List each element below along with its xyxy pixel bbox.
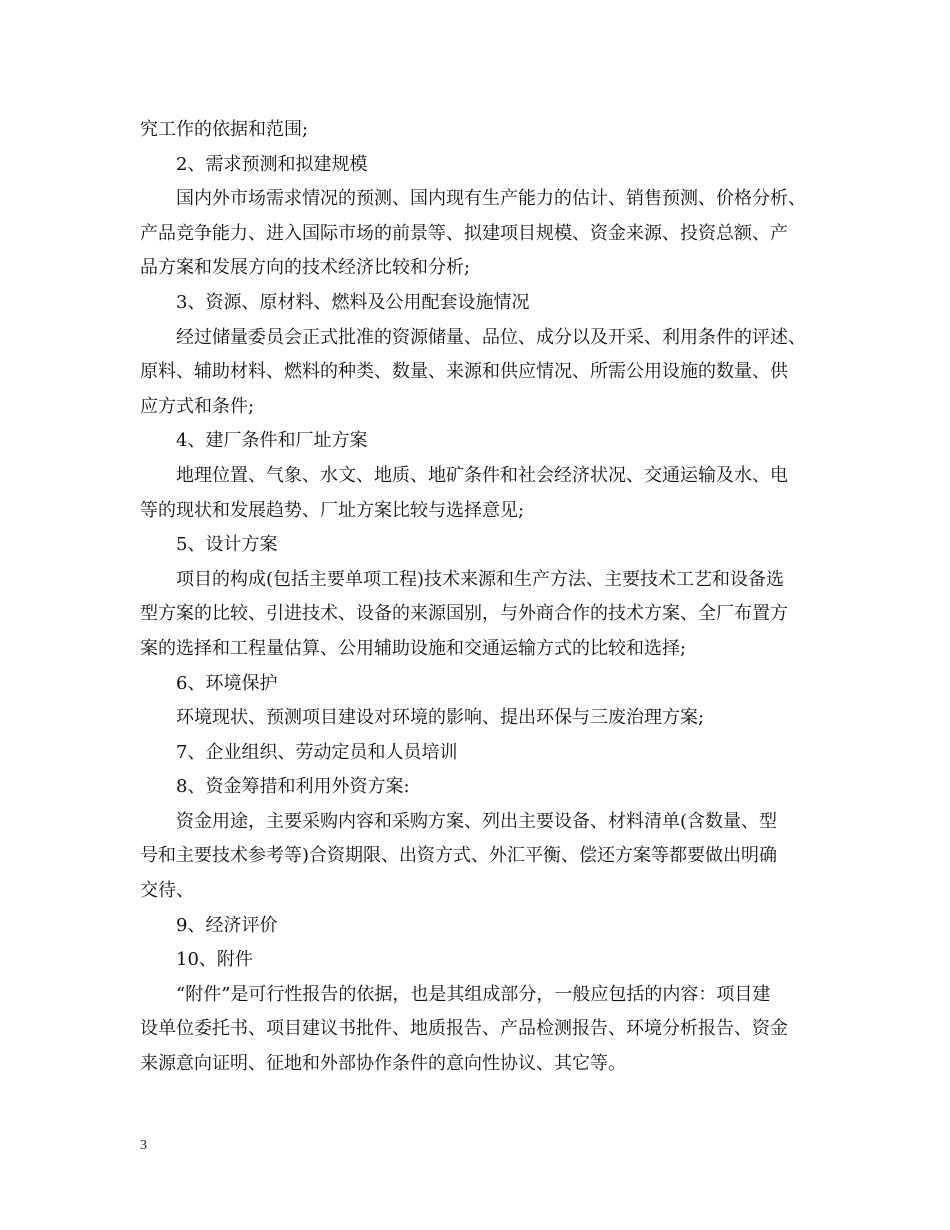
text-line: 4、建厂条件和厂址方案	[176, 430, 368, 452]
text-line: 交待、	[140, 880, 194, 902]
text-line: 究工作的依据和范围;	[140, 119, 309, 140]
text-line: 号和主要技术参考等)合资期限、出资方式、外汇平衡、偿还方案等都要做出明确	[140, 845, 778, 867]
text-line: 3、资源、原材料、燃料及公用配套设施情况	[176, 291, 530, 313]
text-line: 地理位置、气象、水文、地质、地矿条件和社会经济状况、交通运输及水、电	[176, 464, 788, 486]
text-line: 产品竞争能力、进入国际市场的前景等、拟建项目规模、资金来源、投资总额、产	[140, 222, 788, 244]
text-line: 6、环境保护	[176, 672, 278, 694]
text-line: 案的选择和工程量估算、公用辅助设施和交通运输方式的比较和选择;	[140, 637, 687, 659]
text-line: 7、企业组织、劳动定员和人员培训	[176, 741, 458, 763]
text-line: 环境现状、预测项目建设对环境的影响、提出环保与三废治理方案;	[176, 707, 705, 729]
text-line: 资金用途，主要采购内容和采购方案、列出主要设备、材料清单(含数量、型	[176, 810, 778, 832]
text-line: 等的现状和发展趋势、厂址方案比较与选择意见;	[140, 499, 525, 521]
text-line: 国内外市场需求情况的预测、国内现有生产能力的估计、销售预测、价格分析、	[176, 188, 806, 210]
text-line: 经过储量委员会正式批准的资源储量、品位、成分以及开采、利用条件的评述、	[176, 326, 806, 348]
text-line: 10、附件	[176, 949, 253, 971]
text-line: 9、经济评价	[176, 914, 278, 936]
text-line: 品方案和发展方向的技术经济比较和分析;	[140, 257, 471, 279]
text-line: 项目的构成(包括主要单项工程)技术来源和生产方法、主要技术工艺和设备选	[176, 568, 785, 590]
page-number: 3	[140, 1138, 147, 1153]
text-line: 来源意向证明、征地和外部协作条件的意向性协议、其它等。	[140, 1053, 626, 1075]
document-body	[140, 113, 812, 1082]
text-line: 设单位委托书、项目建议书批件、地质报告、产品检测报告、环境分析报告、资金	[140, 1018, 788, 1040]
text-line: 原料、辅助材料、燃料的种类、数量、来源和供应情况、所需公用设施的数量、供	[140, 361, 788, 383]
text-line: 8、资金筹措和利用外资方案:	[176, 776, 410, 798]
text-line: 5、设计方案	[176, 534, 278, 556]
text-line: 型方案的比较、引进技术、设备的来源国别，与外商合作的技术方案、全厂布置方	[140, 603, 788, 625]
text-line: 应方式和条件;	[140, 395, 255, 417]
text-line: 2、需求预测和拟建规模	[176, 153, 368, 175]
text-line: “附件”是可行性报告的依据，也是其组成部分，一般应包括的内容：项目建	[176, 983, 771, 1005]
